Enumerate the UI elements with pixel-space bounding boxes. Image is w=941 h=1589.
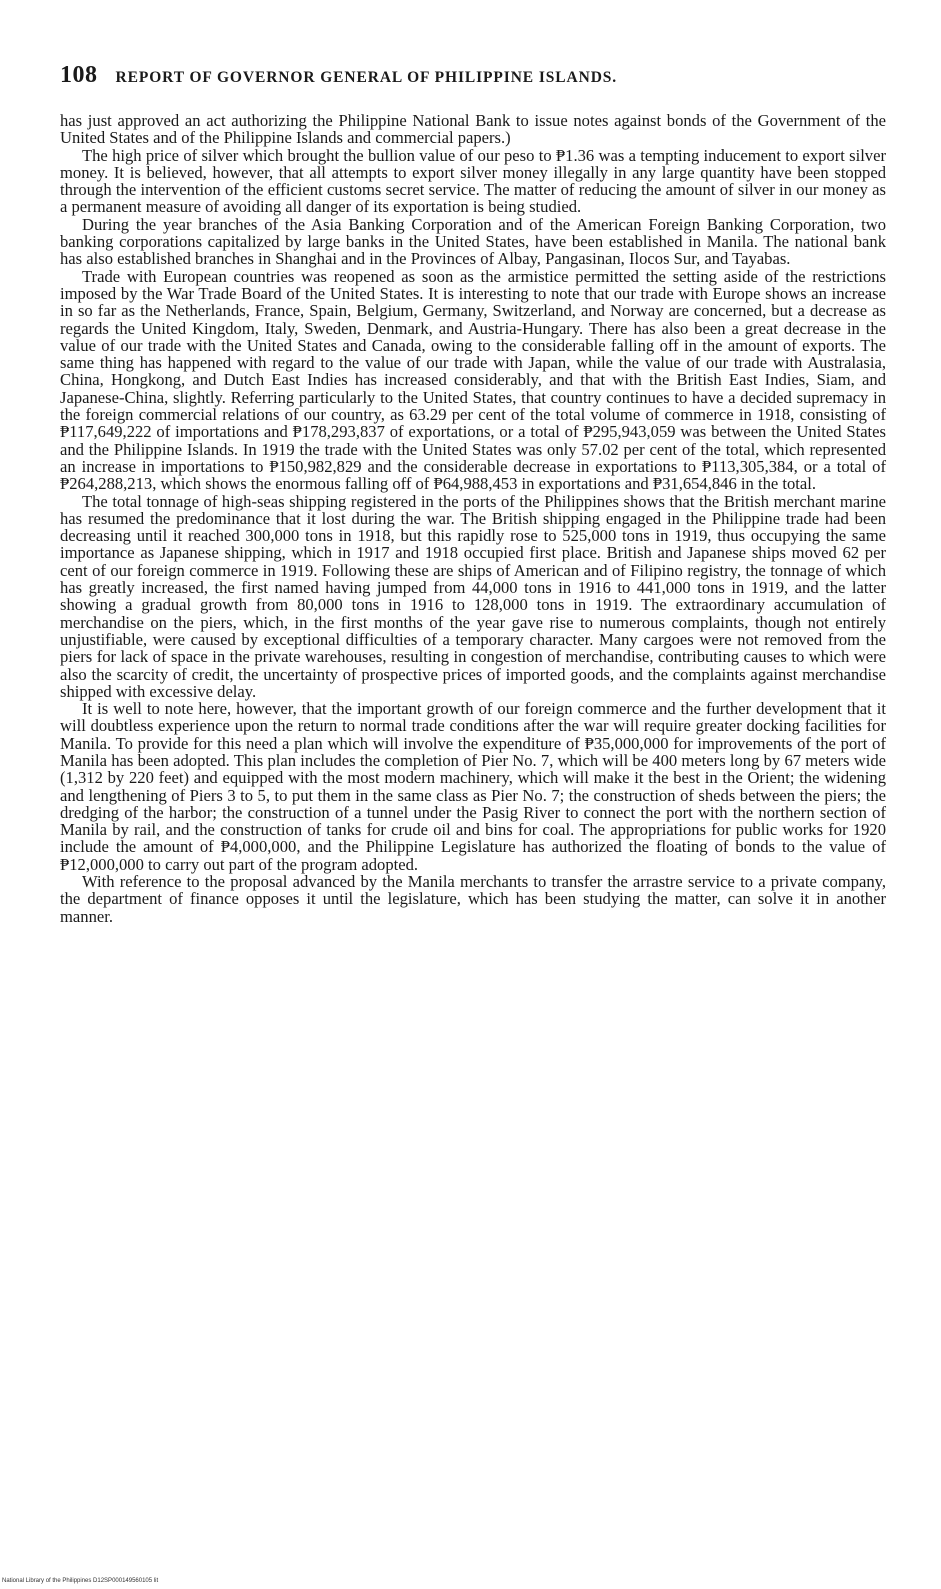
page-header [60,62,900,89]
paragraph-port-improvements: It is well to note here, however, that the important growth of our foreign commerce and the further development that it will doubtless experience upon the return to normal trade conditions after the war will require greater docking facilities for Manila. To provide for this need a plan which will involve the expenditure of ₱35,000,000 for improvements of the port of Manila has been adopted. This plan includes the completion of Pier No. 7, which will be 400 meters long by 67 meters wide (1,312 by 220 feet) and equipped with the most modern machinery, which will make it the best in the Orient; the widening and lengthening of Piers 3 to 5, to put them in the same class as Pier No. 7; the construction of sheds between the piers; the dredging of the harbor; the construction of a tunnel under the Pasig River to connect the port with the northern section of Manila by rail, and the construction of tanks for crude oil and bins for coal. The appropriations for public works for 1920 include the amount of ₱4,000,000, and the Philippine Legislature has authorized the floating of bonds to the value of ₱12,000,000 to carry out part of the program adopted. [60,699,886,874]
paragraph-european-trade: Trade with European countries was reopened as soon as the armistice permitted the setting aside of the restrictions imposed by the War Trade Board of the United States. It is interesting to note that our trade with Europe shows an increase in so far as the Netherlands, France, Spain, Belgium, Germany, Switzerland, and Norway are concerned, but a decrease as regards the United Kingdom, Italy, Sweden, Denmark, and Austria-Hungary. There has also been a great decrease in the value of our trade with the United States and Canada, owing to the considerable falling off in the amount of exports. The same thing has happened with regard to the value of our trade with Japan, while the value of our trade with Australasia, China, Hongkong, and Dutch East Indies has increased considerably, and that with the British East Indies, Siam, and Japanese-China, slightly. Referring particularly to the United States, that country continues to have a decided supremacy in the foreign commercial relations of our country, as 63.29 per cent of the total volume of commerce in 1918, consisting of ₱117,649,222 of importations and ₱178,293,837 of exportations, or a total of ₱295,943,059 was between the United States and the Philippine Islands. In 1919 the trade with the United States was only 57.02 per cent of the total, which represented an increase in importations to ₱150,982,829 and the considerable decrease in exportations to ₱113,305,384, or a total of ₱264,288,213, which shows the enormous falling off of ₱64,988,453 in exportations and ₱31,654,846 in the total. [60,266,886,494]
running-title: REPORT OF GOVERNOR GENERAL OF PHILIPPINE ISLANDS. [115,69,618,86]
body-text [60,112,886,925]
paragraph-silver-export: The high price of silver which brought the bullion value of our peso to ₱1.36 was a tempting inducement to export silver money. It is believed, however, that all attempts to export silver money illegally in any large quantity have been stopped through the intervention of the efficient customs secret service. The matter of reducing the amount of silver in our money as a permanent measure of avoiding all danger of its exportation is being studied. [60,145,886,217]
paragraph-shipping-tonnage: The total tonnage of high-seas shipping registered in the ports of the Philippines shows that the British merchant marine has resumed the predominance that it lost during the war. The British shipping engaged in the Philippine trade had been decreasing until it reached 300,000 tons in 1918, but this rapidly rose to 525,000 tons in 1919, thus occupying the same importance as Japanese shipping, which in 1917 and 1918 occupied first place. British and Japanese ships moved 62 per cent of our foreign commerce in 1919. Following these are ships of American and of Filipino registry, the tonnage of which has greatly increased, the first named having jumped from 44,000 tons in 1916 to 441,000 tons in 1919, and the latter showing a gradual growth from 80,000 tons in 1916 to 128,000 tons in 1919. The extraordinary accumulation of merchandise on the piers, which, in the first months of the year gave rise to numerous complaints, though not entirely unjustifiable, were caused by exceptional difficulties of a temporary character. Many cargoes were not removed from the piers for lack of space in the private warehouses, resulting in congestion of merchandise, contributing causes to which were also the scarcity of credit, the uncertainty of prospective prices of imported goods, and the complaints against merchandise shipped with excessive delay. [60,491,886,701]
paragraph-banking-branches: During the year branches of the Asia Banking Corporation and of the American Foreign Banking Corporation, two banking corporations capitalized by large banks in the United States, have been established in Manila. The national bank has also established branches in Shanghai and in the Provinces of Albay, Pangasinan, Ilocos Sur, and Tayabas. [60,214,886,269]
paragraph-national-bank-notes: has just approved an act authorizing the Philippine National Bank to issue notes against bonds of the Government of the United States and of the Philippine Islands and commercial papers.) [60,111,886,148]
page-number: 108 [60,62,98,88]
scan-footer-note: National Library of the Philippines D12SP000149560105 lit [2,1578,159,1584]
paragraph-arrastre-service: With reference to the proposal advanced by the Manila merchants to transfer the arrastre service to a private company, the department of finance opposes it until the legislature, which has been studying the matter, can solve it in another manner. [60,872,886,926]
